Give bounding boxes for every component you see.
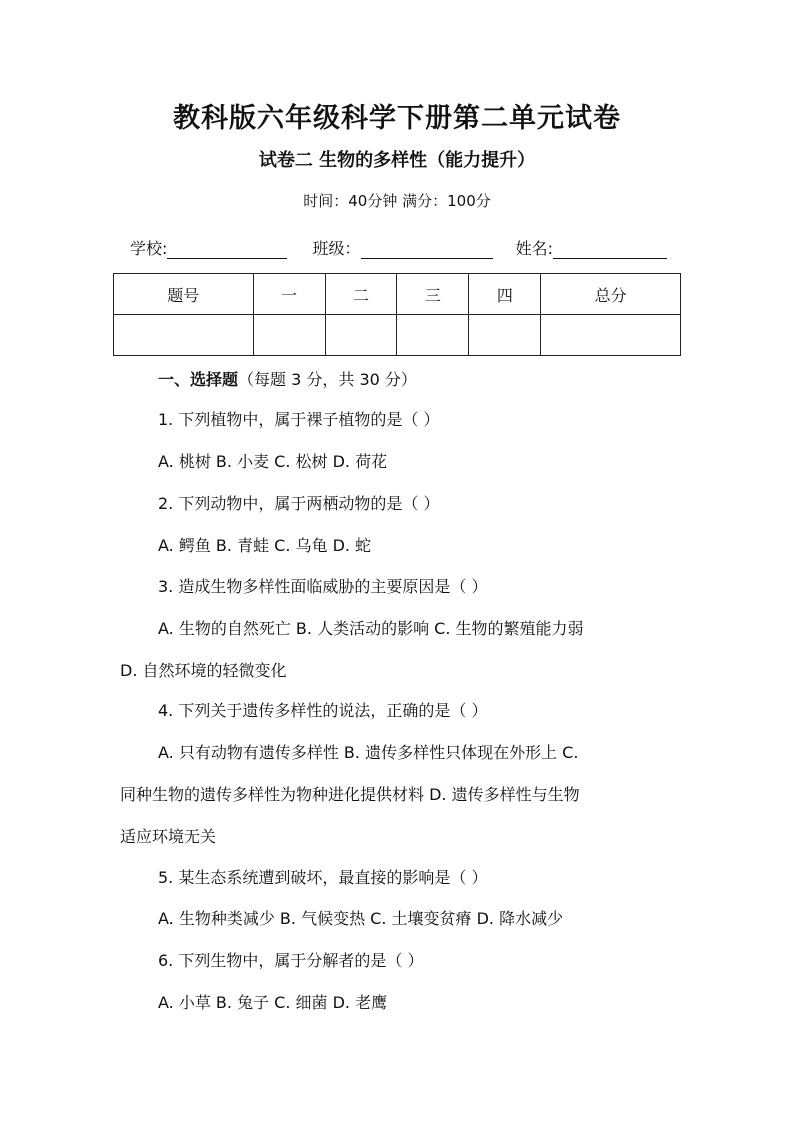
school-field[interactable]: [167, 240, 287, 259]
question-options: 适应环境无关: [120, 827, 217, 846]
question-options: 同种生物的遗传多样性为物种进化提供材料 D. 遗传多样性与生物: [120, 785, 580, 804]
question-stem: 4. 下列关于遗传多样性的说法，正确的是（ ）: [158, 701, 488, 720]
name-field[interactable]: [553, 240, 667, 259]
exam-subtitle: 试卷二 生物的多样性（能力提升）: [258, 150, 536, 171]
score-header-cell: 题号: [114, 274, 254, 315]
question-options: A. 鳄鱼 B. 青蛙 C. 乌龟 D. 蛇: [158, 536, 372, 555]
question-stem: 5. 某生态系统遭到破坏，最直接的影响是（ ）: [158, 868, 488, 887]
question-options: D. 自然环境的轻微变化: [120, 661, 287, 680]
score-header-cell: 二: [325, 274, 397, 315]
score-header-cell: 总分: [541, 274, 681, 315]
score-value-row: [114, 315, 681, 356]
question-stem: 3. 造成生物多样性面临威胁的主要原因是（ ）: [158, 577, 488, 596]
score-cell[interactable]: [325, 315, 397, 356]
score-cell[interactable]: [114, 315, 254, 356]
question-stem: 2. 下列动物中，属于两栖动物的是（ ）: [158, 494, 440, 513]
class-field[interactable]: [361, 240, 493, 259]
score-cell[interactable]: [253, 315, 325, 356]
score-cell[interactable]: [469, 315, 541, 356]
name-label: 姓名:: [515, 239, 554, 258]
question-options: A. 小草 B. 兔子 C. 细菌 D. 老鹰: [158, 993, 388, 1012]
question-options: A. 桃树 B. 小麦 C. 松树 D. 荷花: [158, 452, 388, 471]
section-heading: [158, 369, 417, 391]
class-label: 班级：: [312, 239, 361, 258]
exam-title: 教科版六年级科学下册第二单元试卷: [173, 103, 621, 134]
school-label: 学校:: [130, 239, 168, 258]
score-header-cell: 三: [397, 274, 469, 315]
student-info-line: [130, 236, 690, 259]
question-options: A. 只有动物有遗传多样性 B. 遗传多样性只体现在外形上 C.: [158, 743, 579, 762]
section-note: （每题 3 分，共 30 分）: [238, 370, 417, 389]
score-cell[interactable]: [397, 315, 469, 356]
question-stem: 6. 下列生物中，属于分解者的是（ ）: [158, 951, 424, 970]
score-header-cell: 四: [469, 274, 541, 315]
question-stem: 1. 下列植物中，属于裸子植物的是（ ）: [158, 410, 440, 429]
score-cell[interactable]: [541, 315, 681, 356]
question-options: A. 生物的自然死亡 B. 人类活动的影响 C. 生物的繁殖能力弱: [158, 619, 584, 638]
time-info: 时间：40分钟 满分：100分: [303, 192, 491, 210]
section-title: 一、选择题: [158, 370, 239, 389]
score-table: [113, 273, 681, 356]
score-header-cell: 一: [253, 274, 325, 315]
question-options: A. 生物种类减少 B. 气候变热 C. 土壤变贫瘠 D. 降水减少: [158, 909, 564, 928]
score-header-row: [114, 274, 681, 315]
